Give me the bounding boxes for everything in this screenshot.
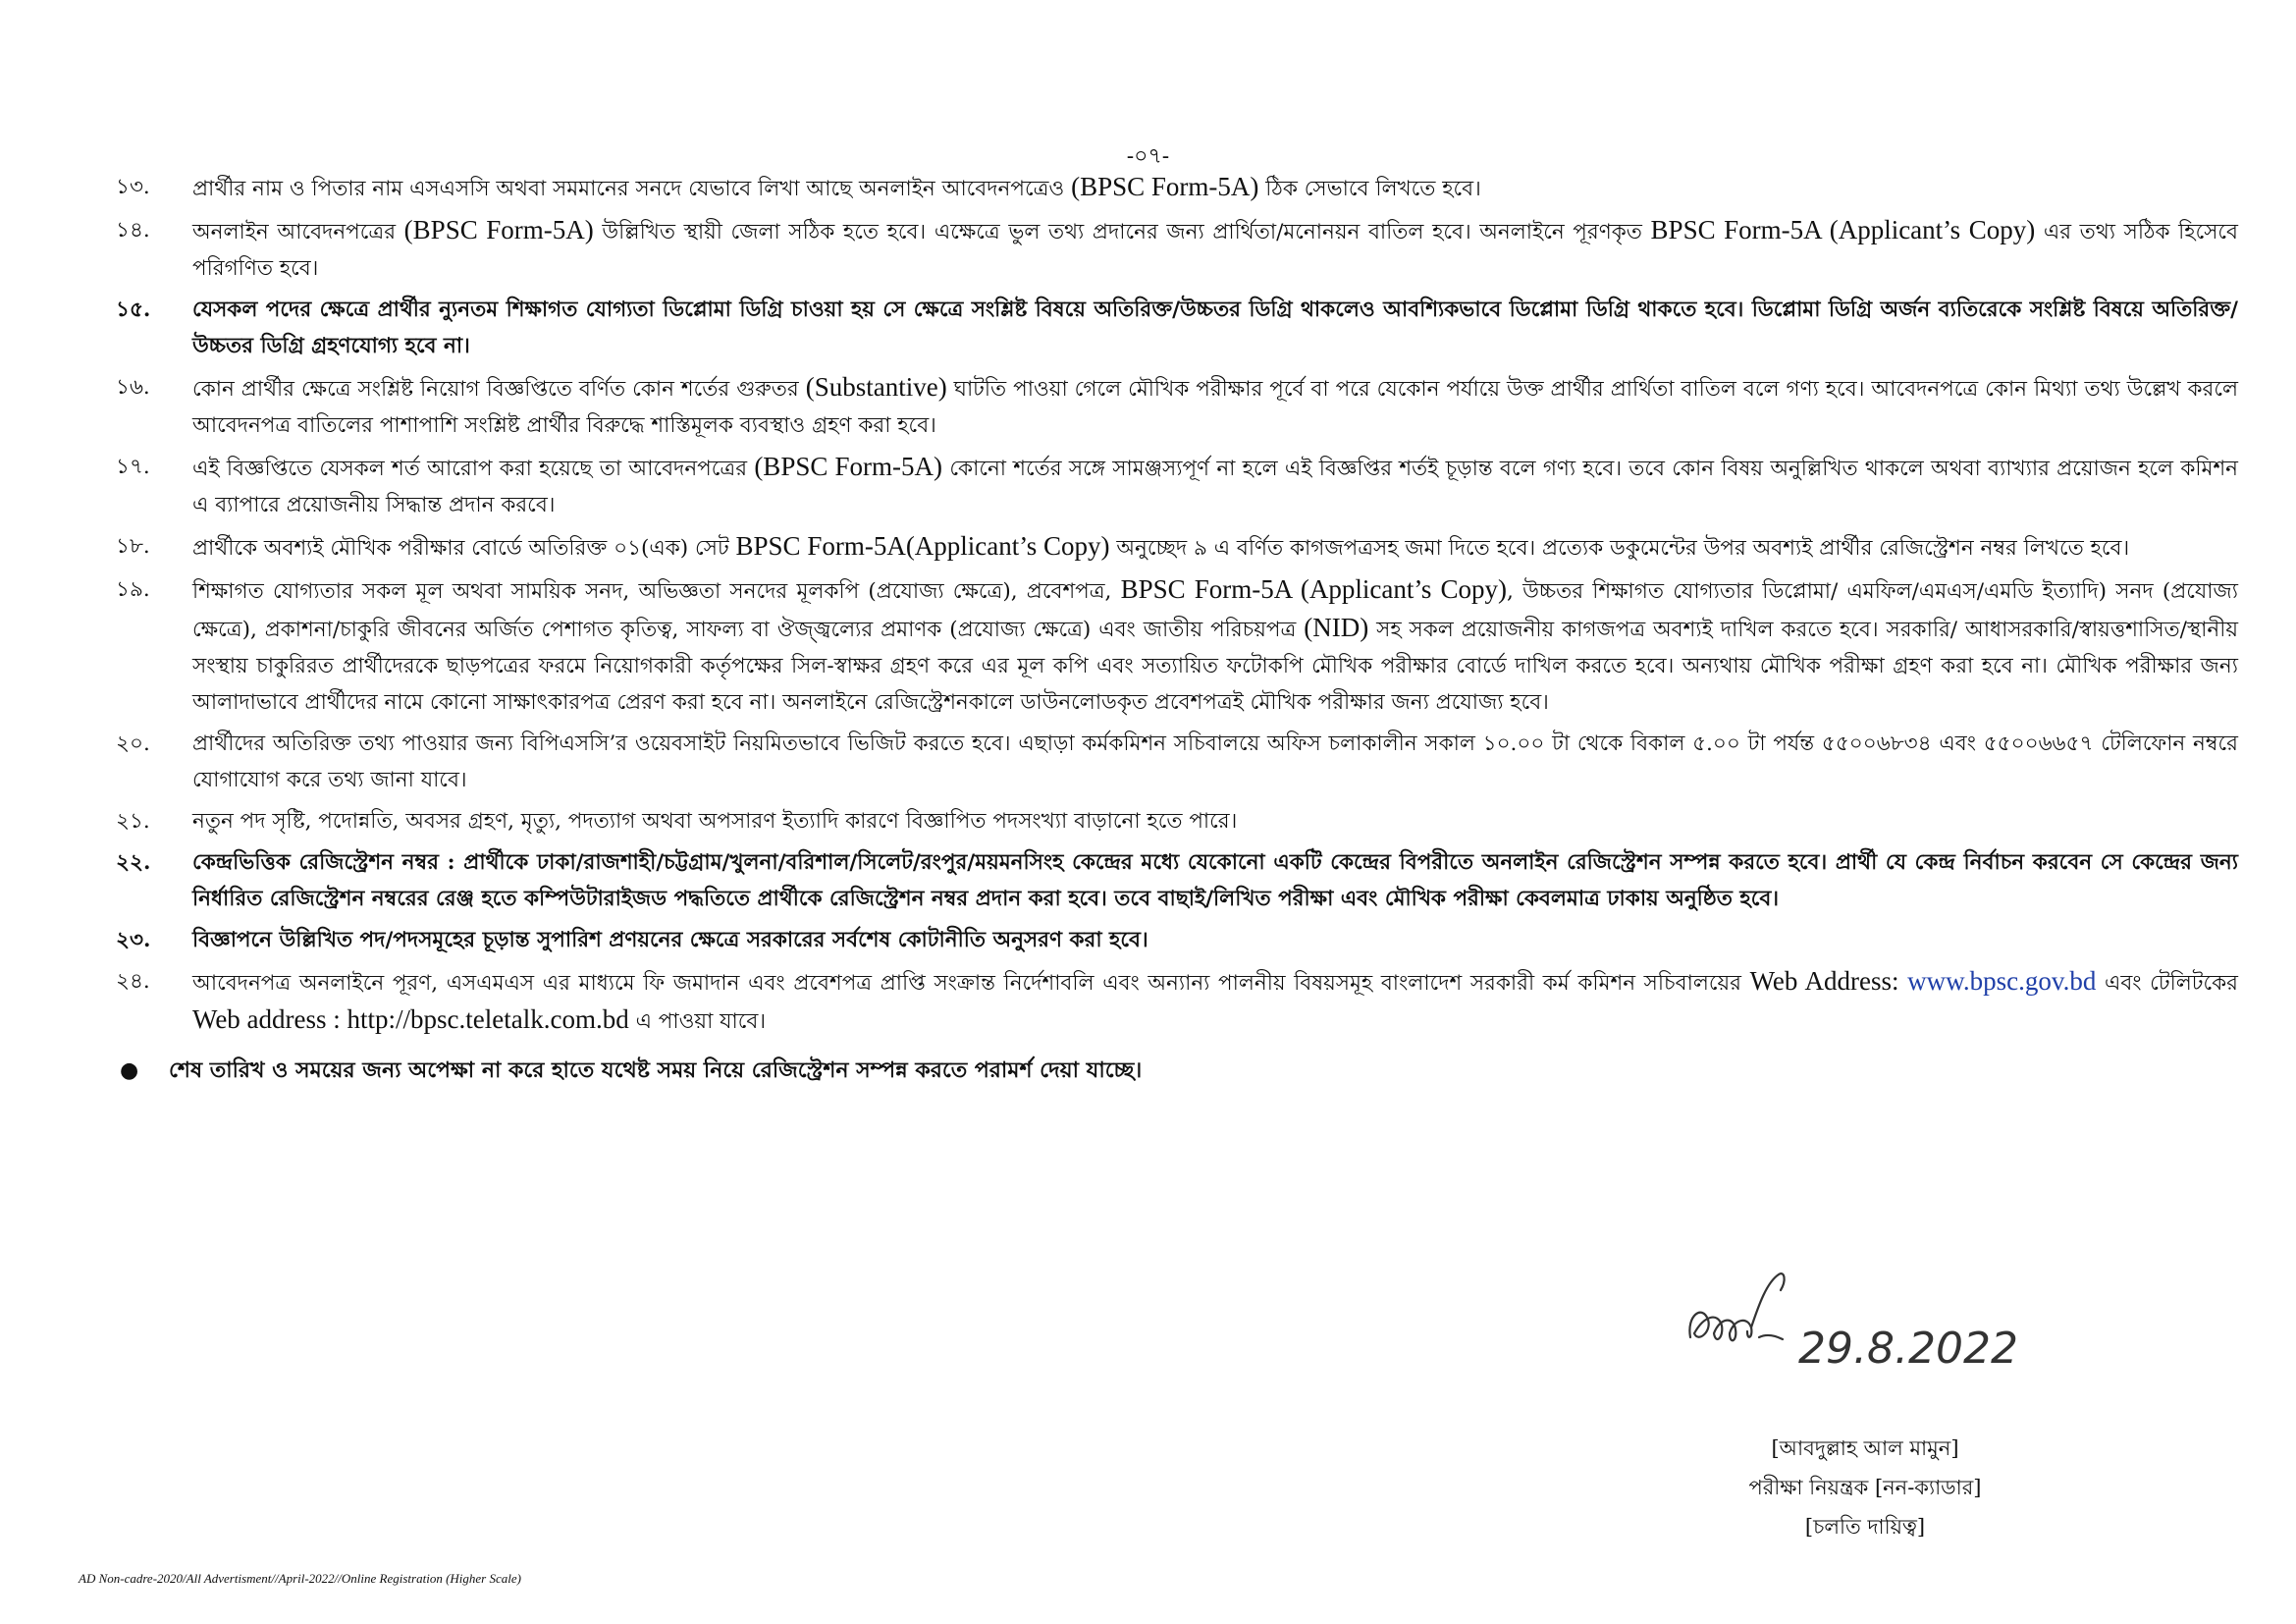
item-text [192,844,2238,917]
instruction-item [116,369,2238,444]
footer-reference: AD Non-cadre-2020/All Advertisment//April-2022//Online Registration (Higher Scale) [79,1571,521,1586]
instruction-item [116,528,2238,567]
advice-note-text: শেষ তারিখ ও সময়ের জন্য অপেক্ষা না করে হাতে যথেষ্ট সময় নিয়ে রেজিস্ট্রেশন সম্পন্ন করতে পরামর্শ দেয়া যাচ্ছে। [169,1057,1143,1083]
instruction-item [116,803,2238,839]
website-link[interactable]: www.bpsc.gov.bd [1907,966,2097,996]
item-number: ২২. [116,850,151,875]
text-segment: ঠিক সেভাবে লিখতে হবে। [1258,177,1481,201]
item-number: ২৩. [116,928,151,952]
item-text [192,292,2238,364]
text-segment: কোনো শর্তের সঙ্গে সামঞ্জস্যপূর্ণ না হলে এই বিজ্ঞপ্তির শর্তই চূড়ান্ত বলে গণ্য হবে। তবে কোন বিষয় অনুল্লিখিত থাকলে অথবা ব্যাখ্যার প্রয়োজন হলে কমিশন এ ব্যাপারে প্রয়োজনীয় সিদ্ধান্ত প্রদান করবে। [192,457,2239,517]
text-segment: (Substantive) [805,372,947,402]
text-segment: প্রার্থীদের অতিরিক্ত তথ্য পাওয়ার জন্য বিপিএসসি’র ওয়েবসাইট নিয়মিতভাবে ভিজিট করতে হবে। এছাড়া কর্মকমিশন সচিবালয়ে অফিস চলাকালীন সকাল ১০.০০ টা থেকে বিকাল ৫.০০ টা পর্যন্ত ৫৫০০৬৮৩৪ এবং ৫৫০০৬৬৫৭ টেলিফোন নম্বরে যোগাযোগ করে তথ্য জানা যাবে। [192,731,2238,792]
text-segment: ঘাটতি পাওয়া গেলে মৌখিক পরীক্ষার পূর্বে বা পরে যেকোন পর্যায়ে উক্ত প্রার্থীর প্রার্থিতা বাতিল বলে গণ্য হবে। আবেদনপত্রে কোন মিথ্যা তথ্য উল্লেখ করলে আবেদনপত্র বাতিলের পাশাপাশি সংশ্লিষ্ট প্রার্থীর বিরুদ্ধে শাস্তিমূলক ব্যবস্থাও গ্রহণ করা হবে। [192,377,2239,438]
instruction-item [116,571,2238,721]
text-segment: কোন প্রার্থীর ক্ষেত্রে সংশ্লিষ্ট নিয়োগ বিজ্ঞপ্তিতে বর্ণিত কোন শর্তের গুরুতর [192,377,806,402]
text-segment: অনলাইন আবেদনপত্রের [192,220,404,244]
text-segment [1898,971,1907,996]
text-segment: কেন্দ্রভিত্তিক রেজিস্ট্রেশন নম্বর : প্রার্থীকে ঢাকা/রাজশাহী/চট্টগ্রাম/খুলনা/বরিশাল/সিলেট/রংপুর/ময়মনসিংহ কেন্দ্রের মধ্যে যেকোনো একটি কেন্দ্রের বিপরীতে অনলাইন রেজিস্ট্রেশন সম্পন্ন করতে হবে। প্রার্থী যে কেন্দ্র নির্বাচন করবেন সে কেন্দ্রের জন্য নির্ধারিত রেজিস্ট্রেশন নম্বরের রেঞ্জ হতে কম্পিউটারাইজড পদ্ধতিতে প্রার্থীকে রেজিস্ট্রেশন নম্বর প্রদান করা হবে। তবে বাছাই/লিখিত পরীক্ষা এবং মৌখিক পরীক্ষা কেবলমাত্র ঢাকায় অনুষ্ঠিত হবে। [192,850,2238,911]
text-segment: এবং টেলিটকের [2096,971,2239,996]
text-segment: BPSC Form-5A (Applicant’s Copy) [1120,574,1508,604]
item-number: ১৬. [116,375,150,400]
item-text [192,212,2238,287]
text-segment: BPSC Form-5A(Applicant’s Copy) [735,531,1110,561]
text-segment: নতুন পদ সৃষ্টি, পদোন্নতি, অবসর গ্রহণ, মৃত্যু, পদত্যাগ অথবা অপসারণ ইত্যাদি কারণে বিজ্ঞাপিত পদসংখ্যা বাড়ানো হতে পারে। [192,809,1238,834]
item-text [192,369,2238,444]
signatory-block [1679,1429,2052,1546]
item-text [192,571,2238,721]
text-segment: (BPSC Form-5A) [754,452,943,481]
text-segment: প্রার্থীর নাম ও পিতার নাম এসএসসি অথবা সমমানের সনদে যেভাবে লিখা আছে অনলাইন আবেদনপত্রেও [192,177,1072,201]
item-number: ১৯. [116,577,150,602]
page-number: -০৭- [1126,144,1170,169]
text-segment: প্রার্থীকে অবশ্যই মৌখিক পরীক্ষার বোর্ডে অতিরিক্ত ০১(এক) সেট [192,536,736,561]
text-segment: BPSC Form-5A (Applicant’s Copy) [1650,215,2036,244]
handwritten-date: 29.8.2022 [1798,1324,2018,1374]
text-segment: অনুচ্ছেদ ৯ এ বর্ণিত কাগজপত্রসহ জমা দিতে হবে। প্রত্যেক ডকুমেন্টের উপর অবশ্যই প্রার্থীর রেজিস্ট্রেশন নম্বর লিখতে হবে। [1109,536,2130,561]
instruction-item [116,726,2238,798]
instruction-item [116,844,2238,917]
text-segment: উল্লিখিত স্থায়ী জেলা সঠিক হতে হবে। এক্ষেত্রে ভুল তথ্য প্রদানের জন্য প্রার্থিতা/মনোনয়ন বাতিল হবে। অনলাইনে পূরণকৃত [593,220,1651,244]
advice-note [116,1052,2238,1089]
signatory-name: [আবদুল্লাহ আল মামুন] [1771,1436,1959,1460]
text-segment: শিক্ষাগত যোগ্যতার সকল মূল অথবা সাময়িক সনদ, অভিজ্ঞতা সনদের মূলকপি (প্রযোজ্য ক্ষেত্রে), প্রবেশপত্র, [192,579,1121,604]
handwritten-signature [1669,1247,2061,1414]
item-number: ১৩. [116,175,150,199]
signatory-role: [চলতি দায়িত্ব] [1804,1515,1926,1539]
instruction-items [116,169,2238,1040]
item-text [192,528,2238,567]
item-number: ১৮. [116,534,150,559]
item-text [192,169,2238,207]
item-number: ১৭. [116,455,150,479]
item-text [192,449,2238,523]
text-segment: , উচ্চতর শিক্ষাগত যোগ্যতার ডিপ্লোমা/ এমফিল/এমএস/এমডি ইত্যাদি) সনদ (প্রযোজ্য ক্ষেত্রে), প্রকাশনা/চাকুরি জীবনের অর্জিত পেশাগত কৃতিত্ব, সাফল্য বা ঔজ্জ্বল্যের প্রমাণক (প্রযোজ্য ক্ষেত্রে) এবং জাতীয় পরিচয়পত্র [192,579,2238,642]
text-segment: এর তথ্য সঠিক হিসেবে পরিগণিত হবে। [192,220,2239,281]
text-segment: বিজ্ঞাপনে উল্লিখিত পদ/পদসমূহের চূড়ান্ত সুপারিশ প্রণয়নের ক্ষেত্রে সরকারের সর্বশেষ কোটানীতি অনুসরণ করা হবে। [192,928,1148,952]
text-segment: এই বিজ্ঞপ্তিতে যেসকল শর্ত আরোপ করা হয়েছে তা আবেদনপত্রের [192,457,755,481]
instruction-item [116,169,2238,207]
instruction-item [116,963,2238,1040]
item-number: ১৫. [116,298,151,322]
instruction-item [116,292,2238,364]
item-number: ১৪. [116,218,150,243]
text-segment: যেসকল পদের ক্ষেত্রে প্রার্থীর ন্যুনতম শিক্ষাগত যোগ্যতা ডিপ্লোমা ডিগ্রি চাওয়া হয় সে ক্ষেত্রে সংশ্লিষ্ট বিষয়ে অতিরিক্ত/উচ্চতর ডিগ্রি থাকলেও আবশ্যিকভাবে ডিপ্লোমা ডিগ্রি থাকতে হবে। ডিপ্লোমা ডিগ্রি অর্জন ব্যতিরেকে সংশ্লিষ্ট বিষয়ে অতিরিক্ত/উচ্চতর ডিগ্রি গ্রহণযোগ্য হবে না। [192,298,2238,358]
item-number: ২০. [116,731,150,756]
item-number: ২৪. [116,969,150,994]
text-segment: (NID) [1304,613,1369,642]
item-text [192,963,2238,1040]
text-segment: আবেদনপত্র অনলাইনে পূরণ, এসএমএস এর মাধ্যমে ফি জমাদান এবং প্রবেশপত্র প্রাপ্তি সংক্রান্ত নির্দেশাবলি এবং অন্যান্য পালনীয় বিষয়সমূহ বাংলাদেশ সরকারী কর্ম কমিশন সচিবালয়ের [192,971,1750,996]
item-number: ২১. [116,809,150,834]
instruction-item [116,922,2238,958]
signatory-designation: পরীক্ষা নিয়ন্ত্রক [নন-ক্যাডার] [1748,1476,1982,1499]
text-segment: Web address : http://bpsc.teletalk.com.bd [192,1004,629,1034]
instruction-item [116,449,2238,523]
text-segment: সহ সকল প্রয়োজনীয় কাগজপত্র অবশ্যই দাখিল করতে হবে। সরকারি/ আধাসরকারি/স্বায়ত্তশাসিত/স্থানীয় সংস্থায় চাকুরিরত প্রার্থীদেরকে ছাড়পত্রের ফরমে নিয়োগকারী কর্তৃপক্ষের সিল-স্বাক্ষর গ্রহণ করে এর মূল কপি এবং সত্যায়িত ফটোকপি মৌখিক পরীক্ষার বোর্ডে দাখিল করতে হবে। অন্যথায় মৌখিক পরীক্ষা গ্রহণ করা হবে না। মৌখিক পরীক্ষার জন্য আলাদাভাবে প্রার্থীদের নামে কোনো সাক্ষাৎকারপত্র প্রেরণ করা হবে না। অনলাইনে রেজিস্ট্রেশনকালে ডাউনলোডকৃত প্রবেশপত্রই মৌখিক পরীক্ষার জন্য প্রযোজ্য হবে। [192,618,2239,715]
text-segment: (BPSC Form-5A) [403,215,594,244]
text-segment: এ পাওয়া যাবে। [628,1009,767,1034]
text-segment: (BPSC Form-5A) [1071,172,1259,201]
item-text [192,922,2238,958]
item-text [192,726,2238,798]
instruction-item [116,212,2238,287]
instruction-list [116,169,2238,1089]
text-segment: Web Address: [1749,966,1899,996]
item-text [192,803,2238,839]
bullet-icon: ● [120,1057,139,1083]
